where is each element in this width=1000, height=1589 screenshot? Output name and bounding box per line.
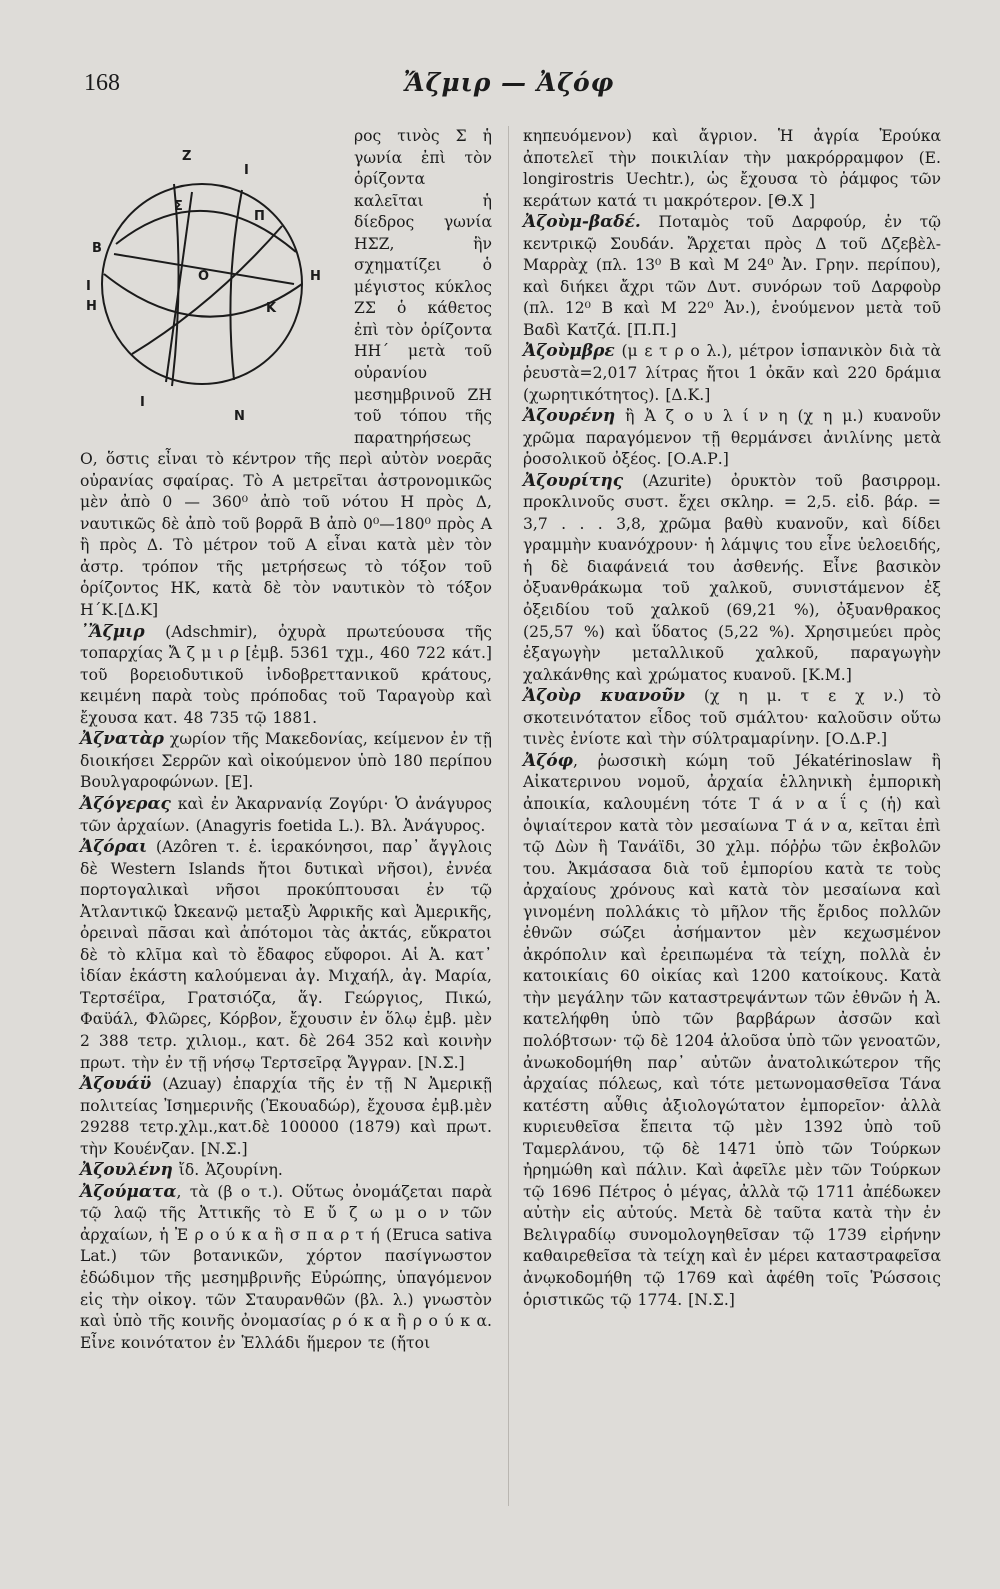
headword: Ἀζοὺρ κυανοῦν <box>523 686 685 707</box>
figure-label: Σ <box>174 199 183 214</box>
entry <box>80 729 492 794</box>
figure-label: H <box>86 299 97 314</box>
headword: Ἀζόραι <box>80 837 148 858</box>
headword: Ἀζουρίτης <box>523 470 624 491</box>
entry-text: (Azuay) ἐπαρχία τῆς ἐν τῇ Ν Ἀμερικῇ πολιτείας Ἰσημερινῆς (Ἐκουαδώρ), ἔχουσα ἐμβ.μὲν 29288 τετρ.χλμ.,κατ.δὲ 100000 (1879) καὶ πρωτ. τὴν Κουένζαν. [Ν.Σ.] <box>80 1075 492 1158</box>
figure-label: O <box>198 269 210 284</box>
headword: Ἀζόγερας <box>80 793 171 814</box>
entry-text: καὶ ἐν Ἀκαρνανίᾳ Ζογύρι· Ὁ ἀνάγυρος τῶν ἀρχαίων. (Anagyris foetida L.). Βλ. Ἀνάγυρος. <box>80 794 492 835</box>
entry <box>523 686 941 751</box>
entry-text: κηπευόμενον) καὶ ἄγριον. Ἡ ἀγρία Ἐρούκα ἀποτελεῖ τὴν ποικιλίαν τὴν μακρόρραμφον (E. longirostris Uechtr.), ὡς ἔχουσα τὸ ῥάμφος τῶν κεράτων κατά τι μακρότερον. [Θ.Χ ] <box>523 127 941 210</box>
right-column <box>523 126 941 1311</box>
entry: ρος τινὸς Σ ἡ γωνία ἐπὶ τὸν ὁρίζοντα καλεῖται ἡ δίεδρος γωνία ΗΣΖ, ἣν σχηματίζει ὁ μέγιστος κύκλος ΖΣ ὁ κάθετος ἐπὶ τὸν ὁρίζοντα ΗΗ΄ μετὰ τοῦ οὐρανίου μεσημβρινοῦ ΖΗ τοῦ τόπου τῆς παρατηρήσεως Ο, ὅστις εἶναι τὸ κέντρον τῆς περὶ αὐτὸν νοερᾶς οὐρανίας σφαίρας. Τὸ Α μετρεῖται ἀστρονομικῶς μὲν ἀπὸ 0 — 360⁰ ἀπὸ τοῦ νότου Η πρὸς Δ, ναυτικῶς δὲ ἀπὸ τοῦ βορρᾶ Β ἀπὸ 0⁰—180⁰ πρὸς Α ἢ πρὸς Δ. Τὸ μέτρον τοῦ Α εἶναι κατὰ μὲν τὸν ἀστρ. τρόπον τῆς μετρήσεως τὸ τόξον τοῦ ὁρίζοντος ΗΚ, κατὰ δὲ τὸν ναυτικὸν τὸ τόξον Η΄Κ.[Δ.Κ] <box>80 127 492 620</box>
arc-diagonal <box>132 226 282 354</box>
entry <box>80 1074 492 1160</box>
entry <box>80 837 492 1074</box>
figure-label: Π <box>254 209 265 224</box>
axis-line <box>166 192 192 382</box>
entry-text: χωρίον τῆς Μακεδονίας, κείμενον ἐν τῇ διοικήσει Σερρῶν καὶ οἰκούμενον ὑπὸ 180 περίπου Βουλγαροφώνων. [Ε]. <box>80 730 492 792</box>
headword: Ἀζοὺμ-βαδέ. <box>523 212 641 233</box>
headword: Ἀζουλένη <box>80 1160 173 1181</box>
headword: ᾿Ἄζμιρ <box>80 621 145 642</box>
running-head: Ἄζμιρ — Ἀζόφ <box>403 68 615 97</box>
entry <box>523 471 941 686</box>
figure-label: I <box>140 395 145 410</box>
entry <box>523 341 941 406</box>
entry-text: ἴδ. Ἀζουρίνη. <box>172 1161 283 1180</box>
entry-text: (Adschmir), ὀχυρὰ πρωτεύουσα τῆς τοπαρχίας Ἄ ζ μ ι ρ [ἐμβ. 5361 τχμ., 460 722 κάτ.] τοῦ βορειοδυτικοῦ ἰνδοβρεττανικοῦ κράτους, κειμένη παρὰ τοὺς πρόποδας τοῦ Ταραγοὺρ καὶ ἔχουσα κατ. 48 735 τῷ 1881. <box>80 622 492 727</box>
arc-upper <box>116 211 296 252</box>
entry-text: (μ ε τ ρ ο λ.), μέτρον ἱσπανικὸν διὰ τὰ ῥευστὰ=2,017 λίτρας ἤτοι 1 ὀκᾶν καὶ 220 δράμια (χωρητικότητος). [Δ.Κ.] <box>523 342 941 404</box>
celestial-sphere-svg <box>74 134 344 434</box>
entry <box>523 751 941 1311</box>
entry-text: , τὰ (β ο τ.). Οὕτως ὀνομάζεται παρὰ τῷ λαῷ τῆς Ἀττικῆς τὸ Ε ὔ ζ ω μ ο ν τῶν ἀρχαίων, ἡ Ἐ ρ ο ύ κ α ἢ σ π α ρ τ ή (Eruca sativa Lat.) τῶν βοτανικῶν, χόρτον πασίγνωστον ἐδώδιμον τῆς μεσημβρινῆς Εὐρώπης, ὑπαγόμενον εἰς τὴν οἰκογ. τῶν Σταυρανθῶν (βλ. λ.) γνωστὸν καὶ ὑπὸ τῆς κοινῆς ὀνομασίας ρ ό κ α ἢ ρ ο ύ κ α. Εἶνε κοινότατον ἐν Ἑλλάδι ἥμερον τε (ἤτοι <box>80 1182 492 1352</box>
column-divider <box>508 126 509 1506</box>
figure-label: I <box>86 279 91 294</box>
figure-label: N <box>234 409 245 424</box>
headword: Ἀζουάϋ <box>80 1074 152 1095</box>
entry <box>80 794 492 837</box>
left-column <box>80 126 492 1354</box>
figure-label: I <box>244 163 249 178</box>
entry-text: (Azurite) ὀρυκτὸν τοῦ βασιρρομ. προκλινοῦς συστ. ἔχει σκληρ. = 2,5. εἰδ. βάρ. = 3,7 . . . 3,8, χρῶμα βαθὺ κυανοῦν, καὶ δίδει γραμμὴν κυανόχρουν· ἡ λάμψις του εἶνε ὑελοειδής, ἡ δὲ διαφάνειά του ἀσθενής. Εἶνε βασικὸν ὀξυανθράκωμα τοῦ χαλκοῦ, συνιστάμενον ἐξ ὀξειδίου τοῦ χαλκοῦ (69,21 %), ὀξυανθρακος (25,57 %) καὶ ὕδατος (5,22 %). Χρησιμεύει πρὸς ἐξαγωγὴν μεταλλικοῦ χαλκοῦ, παραγωγὴν χαλκάνθης καὶ χρώματος κυανοῦ. [Κ.Μ.] <box>523 471 941 684</box>
entry <box>523 126 941 212</box>
page-number: 168 <box>84 70 120 96</box>
headword: Ἀζούματα <box>80 1181 177 1202</box>
entry <box>523 212 941 341</box>
entry-text: ἢ Ἀ ζ ο υ λ ί ν η (χ η μ.) κυανοῦν χρῶμα παραγόμενον τῇ θερμάνσει ἀνιλίνης μετὰ ῥοσολικοῦ ὀξέος. [Ο.Α.Ρ.] <box>523 407 941 469</box>
headword: Ἀζοὺμβρε <box>523 341 615 362</box>
headword: Ἀζουρένη <box>523 406 616 427</box>
entry <box>80 1182 492 1354</box>
entry-text: , ῥωσσικὴ κώμη τοῦ Jékatérinoslaw ἢ Αἰκατερινου νομοῦ, ἀρχαία ἑλληνικὴ ἐμπορικὴ ἀποικία, καλουμένη τότε Τ ά ν α ΐ ς (ἡ) καὶ ὀψιαίτερον κατὰ τὸν μεσαίωνα Τ ά ν α, κεῖται ἐπὶ τῷ Δὼν ἢ Τανάϊδι, 30 χλμ. πόῤῥω τῶν ἐκβολῶν του. Ἀκμάσασα διὰ τοῦ ἐμπορίου κατὰ τε τοὺς ἀρχαίους χρόνους καὶ κατὰ τὸν μεσαίωνα καὶ γινομένη πολλάκις τὸ μῆλον τῆς ἔριδος πολλῶν ἐθνῶν σώζει ἀσήμαντον μὲν κεχωσμένον ἀκρόπολιν καὶ ἐρειπωμένα τὰ τείχη, πολλὰ ἐν κατοικίαις 60 οἰκίας καὶ 1200 κατοίκους. Κατὰ τὴν μεγάλην τῶν καταστρεψάντων τῶν ἐθνῶν ἡ Ἀ. κατελήφθη ὑπὸ τῶν βαρβάρων ἀσσῶν καὶ πολόβτσων· τῷ δὲ 1204 ἁλοῦσα ὑπὸ τῶν γενοατῶν, ἀνωκοδομήθη παρ᾿ αὐτῶν ἀνατολικώτερον τῆς ἀρχαίας πόλεως, καὶ τότε μετωνομασθεῖσα Τάνα κατέστη αὖθις ἀξιολογώτατον ἐμπορεῖον· ἀλλὰ κυριευθεῖσα ἔπειτα τῷ μὲν 1392 ὑπὸ τοῦ Ταμερλάνου, τῷ δὲ 1471 ὑπὸ τῶν Τούρκων ἠρημώθη καὶ πάλιν. Καὶ ἀφεῖλε μὲν τῶν Τούρκων τῷ 1696 Πέτρος ὁ μέγας, ἀλλὰ τῷ 1711 ἀπέδωκεν αὐτὴν εἰς αὐτούς. Μετὰ δὲ ταῦτα κατὰ τὴν ἐν Βελιγραδίῳ συνομολογηθεῖσαν τῷ 1739 εἰρήνην καθαιρεθεῖσα τὰ τείχη καὶ ἐν μέρει καταστραφεῖσα ἀνῳκοδομήθη τῷ 1769 καὶ ἀφέθη τοῖς Ῥώσσοις ὁριστικῶς τῷ 1774. [Ν.Σ.] <box>523 751 941 1309</box>
entry <box>80 622 492 730</box>
celestial-sphere-diagram <box>74 134 344 434</box>
figure-label: Z <box>182 149 192 164</box>
figure-label: H <box>310 269 321 284</box>
headword: Ἀζνατὰρ <box>80 729 164 750</box>
entry <box>523 406 941 471</box>
figure-label: B <box>92 241 102 256</box>
page-header <box>78 66 940 106</box>
entry-text: (χ η μ. τ ε χ ν.) τὸ σκοτεινότατον εἶδος τοῦ σμάλτου· καλοῦσιν οὕτω τινὲς ἐνίοτε καὶ τὴν σύλτραμαρίνην. [Ο.Δ.Ρ.] <box>523 687 941 749</box>
entry <box>80 1160 492 1182</box>
figure-label: K <box>266 301 277 316</box>
entry-text: Ποταμὸς τοῦ Δαρφούρ, ἐν τῷ κεντρικῷ Σουδάν. Ἄρχεται πρὸς Δ τοῦ Δζεβὲλ-Μαρρὰχ (πλ. 13⁰ Β καὶ Μ 24⁰ Ἀν. Γρην. περίπου), καὶ διήκει ἄχρι τῶν Δυτ. συνόρων τοῦ Δαρφοὺρ (πλ. 12⁰ Β καὶ Μ 22⁰ Ἀν.), ἑνούμενον μετὰ τοῦ Βαδὶ Κατζά. [Π.Π.] <box>523 213 941 339</box>
headword: Ἀζόφ <box>523 750 573 771</box>
entry-text: (Azôren τ. ἑ. ἱερακόνησοι, παρ᾿ ἄγγλοις δὲ Western Islands ἤτοι δυτικαὶ νῆσοι), ἐννέα πορτογαλικαὶ νῆσοι προκύπτουσαι ἐν τῷ Ἀτλαντικῷ Ὠκεανῷ μεταξὺ Ἀφρικῆς καὶ Ἀμερικῆς, ὀρειναὶ πᾶσαι καὶ ἀπότομοι τὰς ἀκτάς, εὔκρατοι δὲ τὸ κλῖμα καὶ τὸ ἔδαφος εὔφοροι. Αἱ Ἀ. κατ᾿ ἰδίαν ἑκάστη καλούμεναι ἀγ. Μιχαήλ, ἀγ. Μαρία, Τερτσέϊρα, Γρατσιόζα, ἅγ. Γεώργιος, Πικώ, Φαϋάλ, Φλῶρες, Κόρβον, ἔχουσιν ἐν ὅλῳ ἐμβ. μὲν 2 388 τετρ. χιλιομ., κατ. δὲ 264 352 καὶ κοινὴν πρωτ. τὴν ἐν τῇ νήσῳ Τερτσεῖρᾳ Ἄγγραν. [Ν.Σ.] <box>80 838 492 1072</box>
